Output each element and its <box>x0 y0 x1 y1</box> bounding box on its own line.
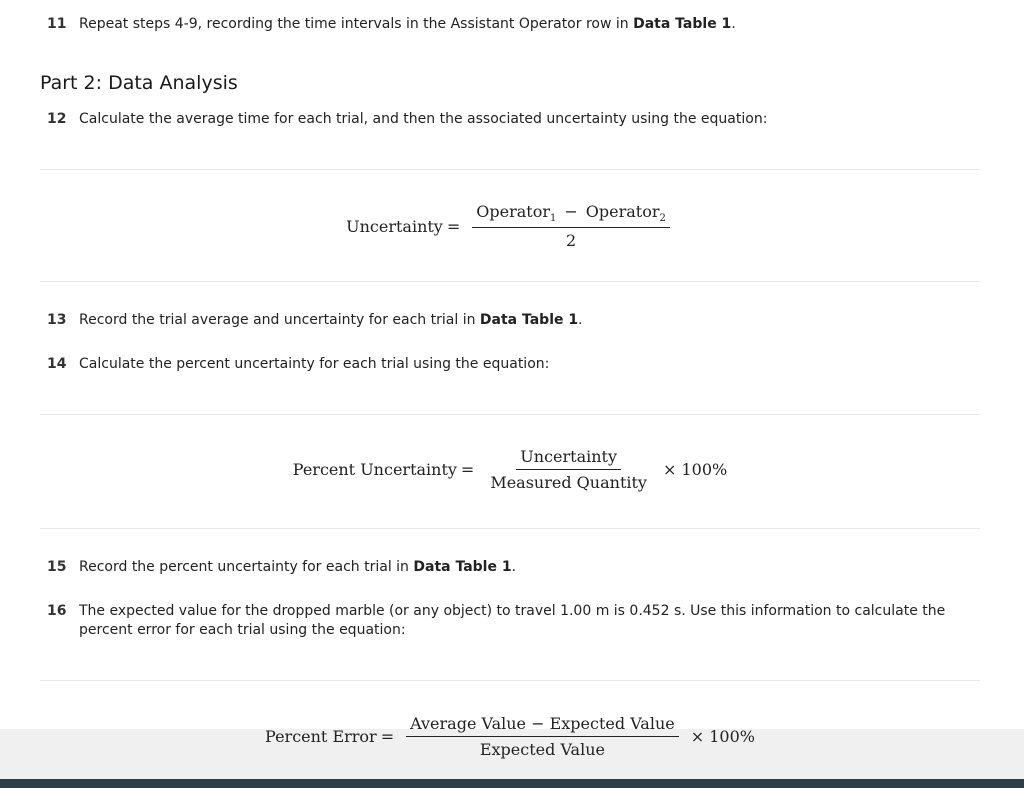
step-number: 11 <box>47 16 67 32</box>
equation-divider-top <box>40 414 980 415</box>
uncertainty-equation <box>0 200 1024 252</box>
step-15-text: Record the percent uncertainty for each trial in <box>79 559 414 575</box>
percent-error-equation <box>0 710 1024 762</box>
times-100-percent: × 100% <box>690 726 755 746</box>
fraction-denominator: Expected Value <box>479 739 605 759</box>
percent-error-fraction <box>406 714 679 759</box>
times-100-percent: × 100% <box>662 459 728 479</box>
operator-1-label: Operator <box>476 201 550 221</box>
step-number: 12 <box>47 111 67 127</box>
part-2-heading: Part 2: Data Analysis <box>40 72 238 94</box>
percent-uncertainty-fraction <box>486 447 651 492</box>
bottom-bar <box>0 779 1024 788</box>
uncertainty-fraction <box>472 202 670 250</box>
operator-2-subscript: 2 <box>659 213 666 225</box>
step-13-end: . <box>578 312 583 328</box>
step-12-text: Calculate the average time for each trial, and then the associated uncertainty using the equation: <box>79 111 768 127</box>
equation-lhs: Percent Uncertainty <box>292 459 457 479</box>
operator-2-label: Operator <box>585 201 660 221</box>
equation-divider-bottom <box>40 281 980 282</box>
step-text <box>79 311 984 330</box>
step-11-text: Repeat steps 4-9, recording the time intervals in the Assistant Operator row in <box>79 16 634 32</box>
fraction-denominator: Measured Quantity <box>490 472 647 492</box>
fraction-numerator: Uncertainty <box>516 447 621 470</box>
equation-divider-bottom <box>40 528 980 529</box>
step-16 <box>47 602 984 640</box>
data-table-ref: Data Table 1 <box>413 559 512 575</box>
step-14 <box>47 355 984 374</box>
step-15-end: . <box>511 559 517 575</box>
fraction-numerator <box>472 202 670 228</box>
minus-sign: − <box>564 201 578 221</box>
data-table-ref: Data Table 1 <box>479 312 579 328</box>
step-number: 15 <box>47 559 67 575</box>
equation-divider-top <box>40 169 980 170</box>
operator-1-subscript: 1 <box>549 213 557 225</box>
percent-uncertainty-equation <box>0 443 1024 495</box>
equals-sign: = <box>460 459 475 479</box>
step-text <box>79 15 984 34</box>
fraction-denominator: 2 <box>565 231 577 251</box>
step-15 <box>47 558 984 577</box>
step-number: 14 <box>47 356 67 372</box>
equation-divider-top <box>40 680 980 681</box>
equals-sign: = <box>446 216 461 236</box>
equals-sign: = <box>380 726 395 746</box>
step-14-text: Calculate the percent uncertainty for each trial using the equation: <box>79 356 550 372</box>
step-16-text: The expected value for the dropped marble (or any object) to travel 1.00 m is 0.452 s. Use this information to calculate the percent error for each trial using the equation: <box>79 603 946 638</box>
step-number: 13 <box>47 312 67 328</box>
fraction-numerator: Average Value − Expected Value <box>406 714 679 737</box>
step-11 <box>47 15 984 34</box>
equation-lhs: Uncertainty <box>346 216 443 236</box>
step-text <box>79 558 984 577</box>
step-13 <box>47 311 984 330</box>
step-13-text: Record the trial average and uncertainty for each trial in <box>79 312 480 328</box>
equation-lhs: Percent Error <box>265 726 377 746</box>
step-12 <box>47 110 984 129</box>
step-11-end: . <box>731 16 736 32</box>
data-table-ref: Data Table 1 <box>633 16 732 32</box>
step-number: 16 <box>47 603 67 619</box>
